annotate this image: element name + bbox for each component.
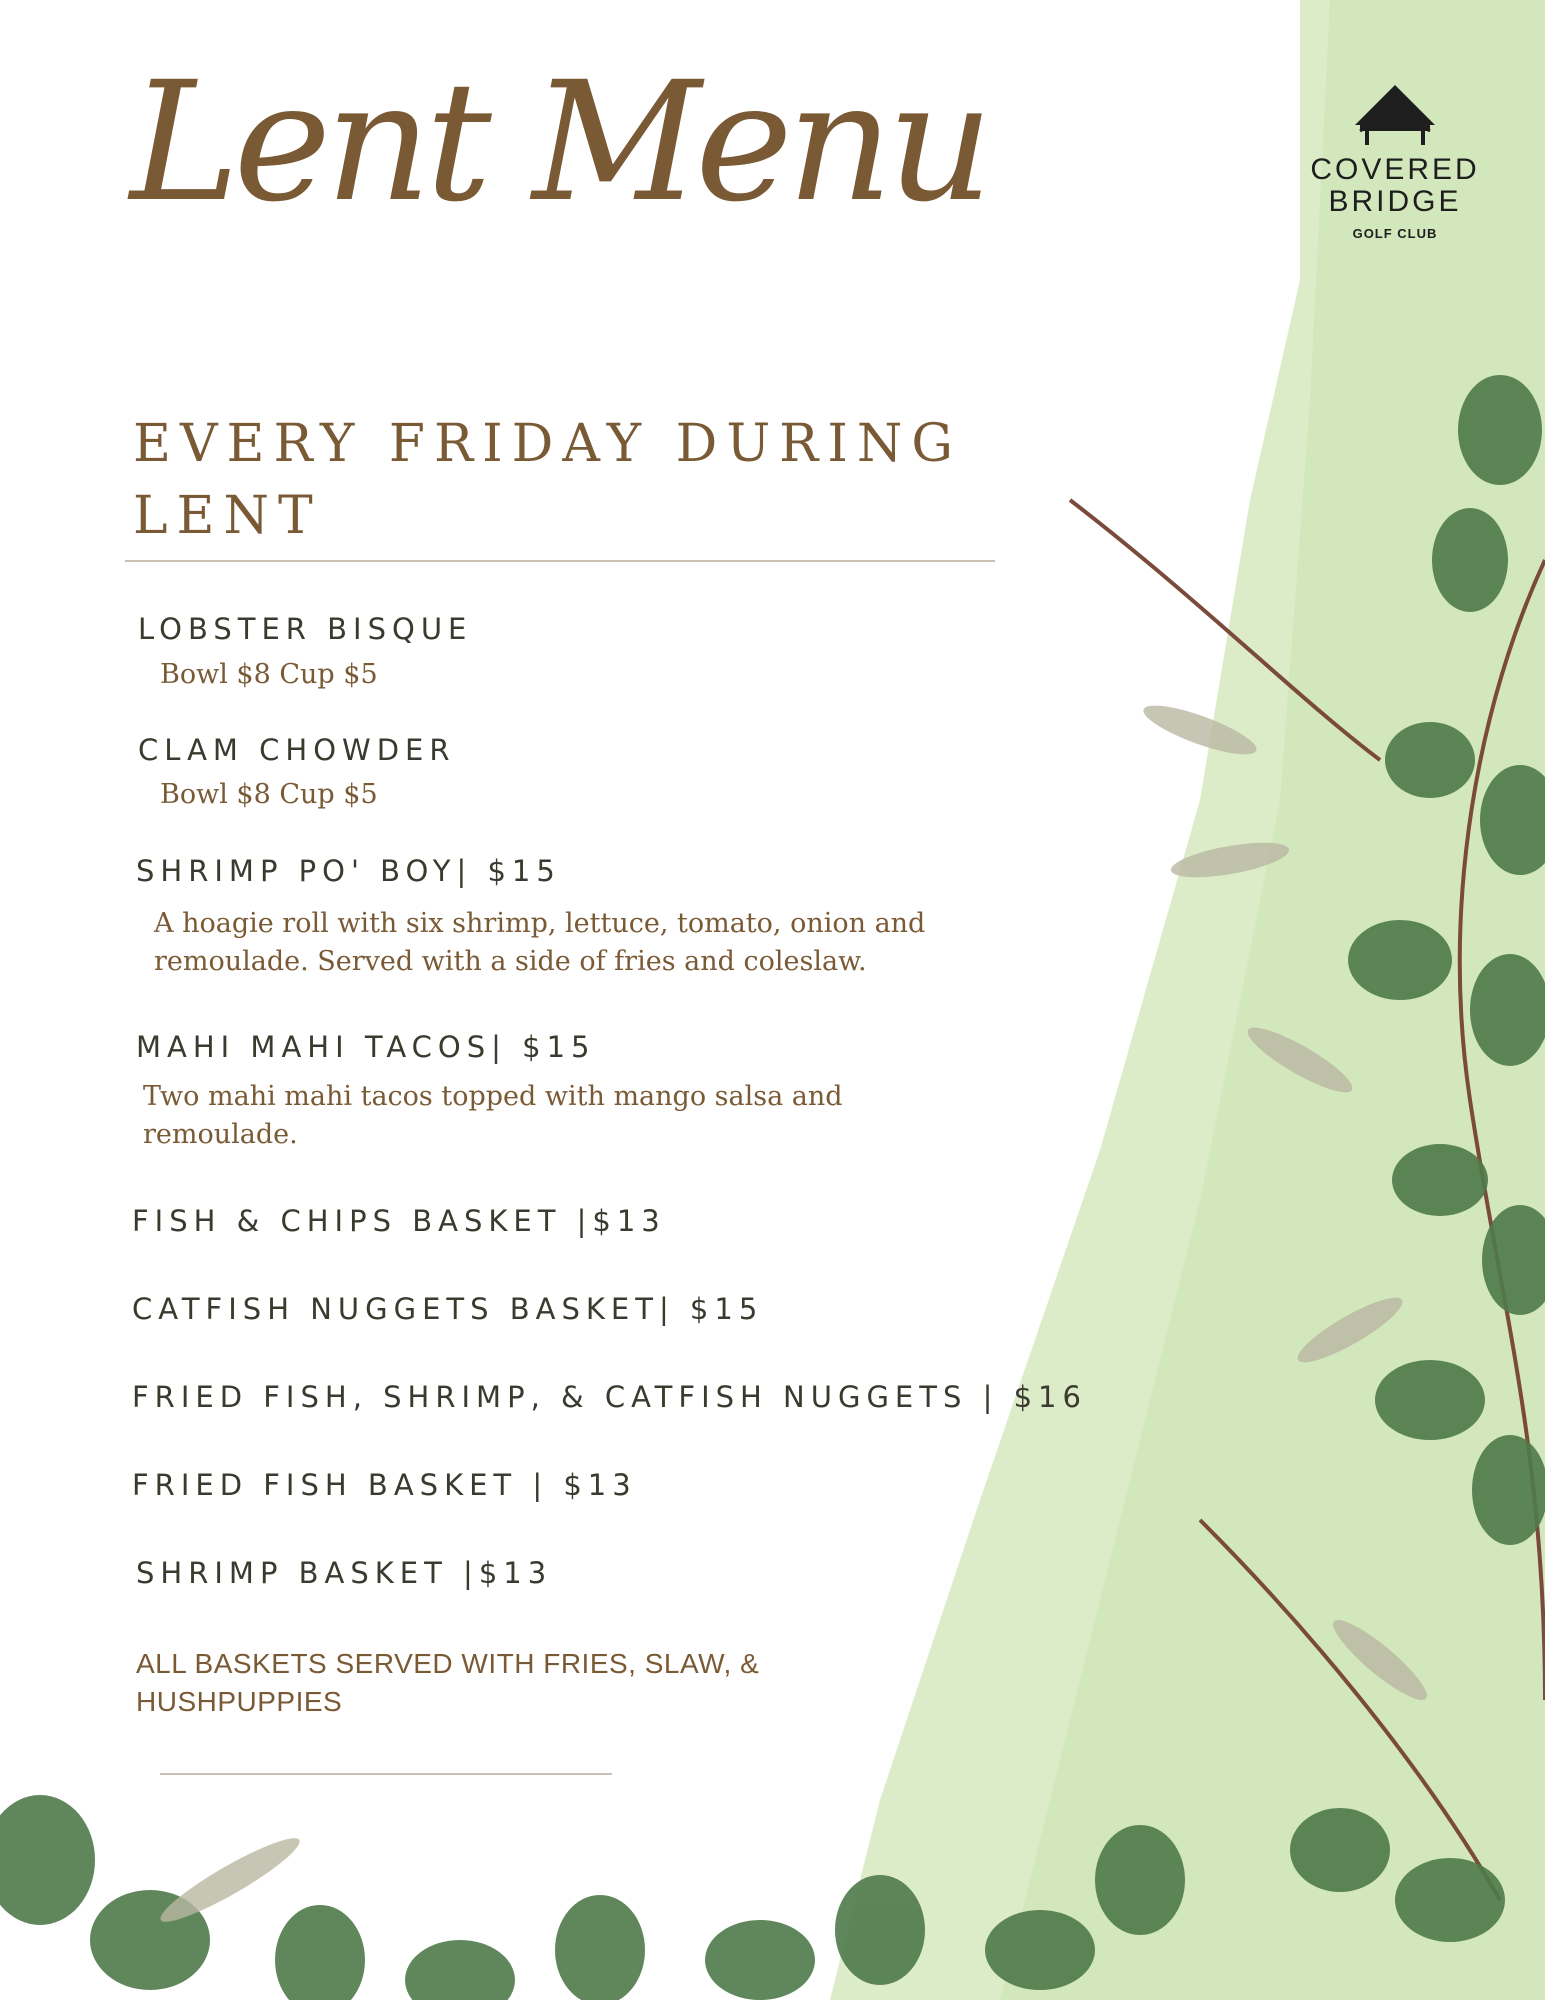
section-heading: EVERY FRIDAY DURING LENT <box>133 414 962 546</box>
logo-line-2: BRIDGE <box>1328 185 1462 218</box>
item-detail: Bowl $8 Cup $5 <box>160 779 378 810</box>
item-detail: Bowl $8 Cup $5 <box>160 659 378 690</box>
covered-bridge-icon <box>1345 80 1445 150</box>
menu-title: Lent Menu <box>130 46 988 238</box>
item-detail: A hoagie roll with six shrimp, lettuce, tomato, onion and remoulade. Served with a side of fries and coleslaw. <box>154 908 926 977</box>
item-name: CATFISH NUGGETS BASKET| $15 <box>132 1292 764 1326</box>
logo-line-3: GOLF CLUB <box>1352 226 1438 241</box>
item-name: FRIED FISH BASKET | $13 <box>132 1468 637 1502</box>
club-logo <box>1275 80 1515 241</box>
item-name: CLAM CHOWDER <box>138 733 456 767</box>
item-name: LOBSTER BISQUE <box>138 612 473 646</box>
logo-line-1: COVERED <box>1310 153 1480 186</box>
bottom-divider <box>160 1773 612 1775</box>
heading-divider <box>125 560 995 562</box>
item-name: MAHI MAHI TACOS| $15 <box>136 1030 596 1064</box>
item-name: SHRIMP BASKET |$13 <box>136 1556 553 1590</box>
item-name: FRIED FISH, SHRIMP, & CATFISH NUGGETS | $16 <box>132 1380 1087 1414</box>
baskets-note: ALL BASKETS SERVED WITH FRIES, SLAW, & HUSHPUPPIES <box>136 1648 760 1717</box>
item-name: FISH & CHIPS BASKET |$13 <box>132 1204 666 1238</box>
item-name: SHRIMP PO' BOY| $15 <box>136 854 561 888</box>
item-detail: Two mahi mahi tacos topped with mango salsa and remoulade. <box>143 1081 843 1150</box>
